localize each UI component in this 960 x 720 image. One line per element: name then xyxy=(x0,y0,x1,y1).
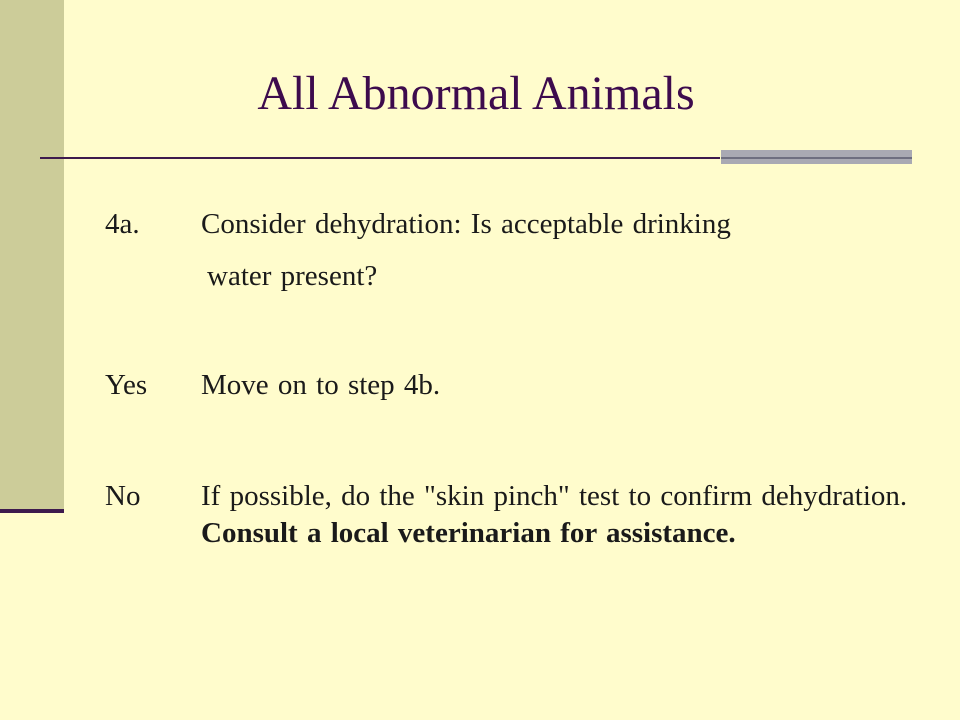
step-row xyxy=(105,206,925,243)
title-divider-line xyxy=(40,157,720,159)
yes-label: Yes xyxy=(105,369,148,401)
step-question-line2: water present? xyxy=(207,260,378,292)
title-divider-accent-line xyxy=(721,157,912,159)
no-label: No xyxy=(105,480,141,512)
no-text xyxy=(201,478,913,552)
step-question-line1: Consider dehydration: Is acceptable drinking xyxy=(201,208,731,240)
no-text-plain: If possible, do the "skin pinch" test to confirm dehydration. xyxy=(201,480,908,512)
step-label: 4a. xyxy=(105,208,140,240)
step-row-continued xyxy=(105,258,925,295)
yes-row xyxy=(105,367,925,404)
yes-text: Move on to step 4b. xyxy=(201,369,441,401)
no-row xyxy=(105,478,925,598)
left-sidebar-tick xyxy=(0,509,64,513)
slide-title: All Abnormal Animals xyxy=(257,67,695,120)
no-text-bold: Consult a local veterinarian for assistance. xyxy=(201,517,736,549)
